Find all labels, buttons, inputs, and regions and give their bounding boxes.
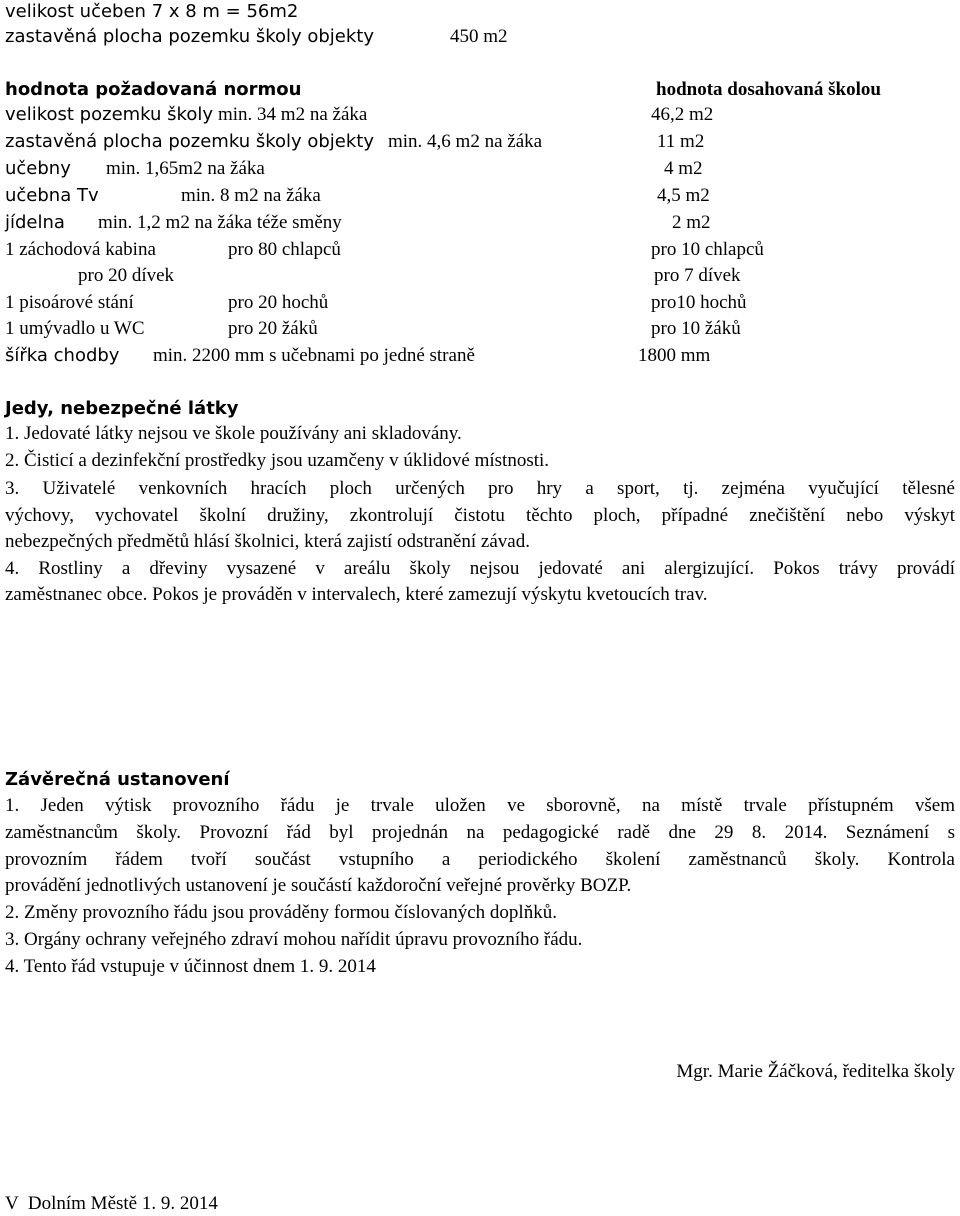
row-label: učebny xyxy=(5,158,71,179)
hazards-paragraph-3-line-3: nebezpečných předmětů hlásí školnici, která zajistí odstranění závad. xyxy=(5,531,530,552)
row-value: 4 m2 xyxy=(664,158,703,179)
final-paragraph-1-line-1: 1. Jeden výtisk provozního řádu je trvale uložen ve sborovně, na místě trvale přístupném všem xyxy=(5,795,955,816)
row-value: pro 10 žáků xyxy=(651,318,741,339)
row-requirement: pro 20 žáků xyxy=(228,318,318,339)
row-value: 11 m2 xyxy=(657,131,705,152)
row-requirement: min. 8 m2 na žáka xyxy=(181,185,321,206)
row-requirement: min. 1,2 m2 na žáka téže směny xyxy=(98,212,342,233)
row-value: 46,2 m2 xyxy=(651,104,714,125)
row-label: 1 umývadlo u WC xyxy=(5,318,145,339)
final-heading: Závěrečná ustanovení xyxy=(5,769,230,790)
row-label: zastavěná plocha pozemku školy objekty xyxy=(5,131,375,152)
norm-header-left: hodnota požadovaná normou xyxy=(5,79,302,100)
row-label: šířka chodby xyxy=(5,345,120,366)
row-value: 1800 mm xyxy=(638,345,711,366)
hazards-heading: Jedy, nebezpečné látky xyxy=(5,398,239,419)
hazards-paragraph-2: 2. Čisticí a dezinfekční prostředky jsou uzamčeny v úklidové místnosti. xyxy=(5,450,550,471)
row-value: pro10 hochů xyxy=(651,292,747,313)
row-value: 4,5 m2 xyxy=(657,185,710,206)
hazards-paragraph-3-line-1: 3. Uživatelé venkovních hracích ploch určených pro hry a sport, tj. zejména vyučující tělesné xyxy=(5,478,955,499)
hazards-paragraph-3-line-2: výchovy, vychovatel školní družiny, zkontrolují čistotu těchto ploch, případné znečištění nebo výskyt xyxy=(5,505,955,526)
top-line-2-label: zastavěná plocha pozemku školy objekty xyxy=(5,26,375,47)
final-paragraph-1-line-3: provozním řádem tvoří součást vstupního a periodického školení zaměstnanců školy. Kontrola xyxy=(5,849,955,870)
top-line-2-value: 450 m2 xyxy=(450,26,508,47)
row-requirement: min. 4,6 m2 na žáka xyxy=(388,131,543,152)
final-paragraph-1-line-2: zaměstnancům školy. Provozní řád byl projednán na pedagogické radě dne 29 8. 2014. Seznámení s xyxy=(5,822,955,843)
norm-header-right: hodnota dosahovaná školou xyxy=(656,79,881,100)
top-line-1: velikost učeben 7 x 8 m = 56m2 xyxy=(5,1,299,22)
hazards-paragraph-4-line-2: zaměstnanec obce. Pokos je prováděn v intervalech, které zamezují výskytu kvetoucích trav. xyxy=(5,584,708,605)
row-label: jídelna xyxy=(5,212,65,233)
row-requirement: pro 20 hochů xyxy=(228,292,329,313)
place-date: V Dolním Městě 1. 9. 2014 xyxy=(5,1193,218,1214)
row-requirement: min. 1,65m2 na žáka xyxy=(106,158,265,179)
final-paragraph-3: 3. Orgány ochrany veřejného zdraví mohou nařídit úpravu provozního řádu. xyxy=(5,929,583,950)
final-paragraph-1-line-4: provádění jednotlivých ustanovení je součástí každoroční veřejné prověrky BOZP. xyxy=(5,875,632,896)
row-requirement: min. 2200 mm s učebnami po jedné straně xyxy=(153,345,475,366)
final-paragraph-4: 4. Tento řád vstupuje v účinnost dnem 1. 9. 2014 xyxy=(5,956,376,977)
row-label: učebna Tv xyxy=(5,185,99,206)
row-label: velikost pozemku školy xyxy=(5,104,214,125)
hazards-paragraph-1: 1. Jedovaté látky nejsou ve škole používány ani skladovány. xyxy=(5,423,462,444)
row-value: 2 m2 xyxy=(672,212,711,233)
row-value: pro 10 chlapců xyxy=(651,239,764,260)
final-paragraph-2: 2. Změny provozního řádu jsou prováděny formou číslovaných doplňků. xyxy=(5,902,557,923)
row-value: pro 7 dívek xyxy=(654,265,741,286)
signature: Mgr. Marie Žáčková, ředitelka školy xyxy=(676,1061,955,1082)
row-requirement: pro 80 chlapců xyxy=(228,239,341,260)
hazards-paragraph-4-line-1: 4. Rostliny a dřeviny vysazené v areálu školy nejsou jedovaté ani alergizující. Pokos trávy provádí xyxy=(5,558,955,579)
row-requirement: min. 34 m2 na žáka xyxy=(218,104,368,125)
row-label: 1 záchodová kabina xyxy=(5,239,156,260)
row-label: 1 pisoárové stání xyxy=(5,292,134,313)
row-requirement: pro 20 dívek xyxy=(78,265,175,286)
